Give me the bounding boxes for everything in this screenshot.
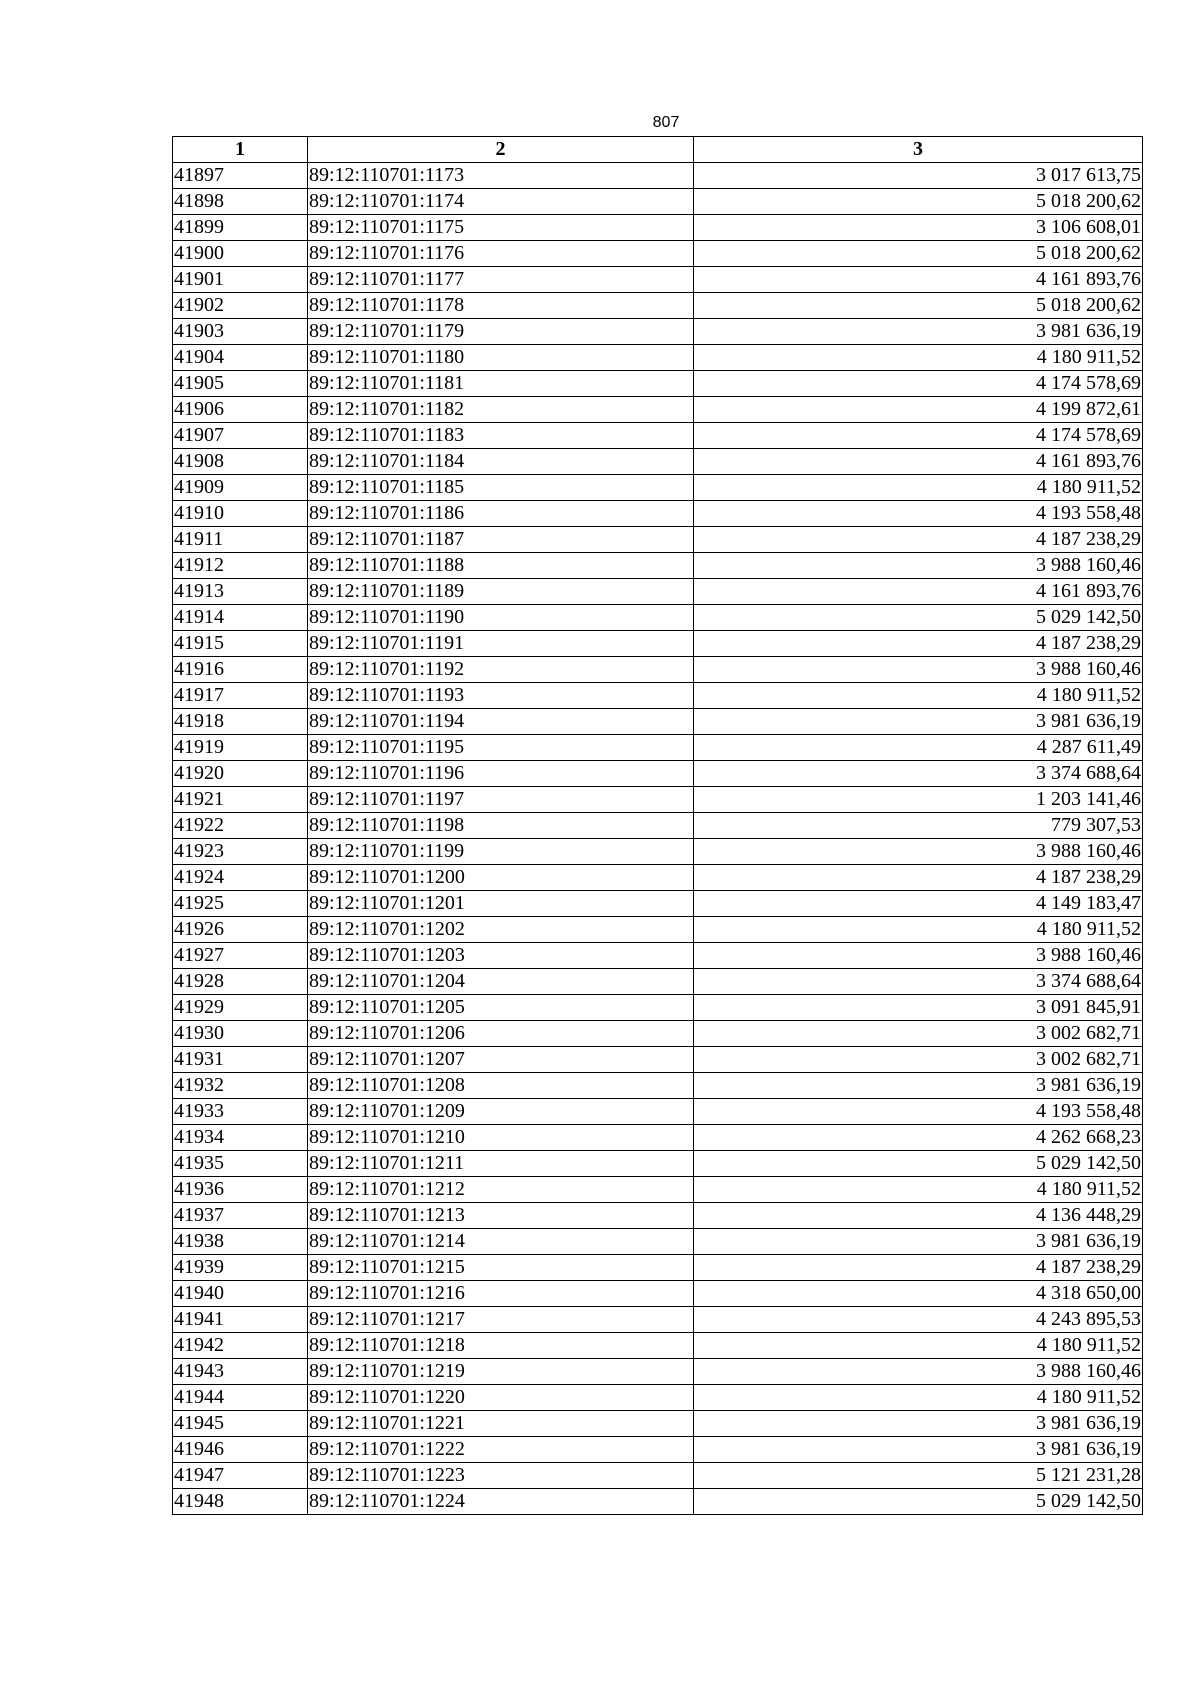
table-row — [173, 1411, 1143, 1437]
value-cell: 4 187 238,29 — [694, 631, 1143, 657]
cadastral-number-cell: 89:12:110701:1195 — [308, 735, 694, 761]
table-row — [173, 813, 1143, 839]
table-row — [173, 501, 1143, 527]
value-cell: 4 174 578,69 — [694, 371, 1143, 397]
table-row — [173, 839, 1143, 865]
cadastral-number-cell: 89:12:110701:1208 — [308, 1073, 694, 1099]
cadastral-number-cell: 89:12:110701:1187 — [308, 527, 694, 553]
table-row — [173, 267, 1143, 293]
row-number-cell: 41907 — [173, 423, 308, 449]
row-number-cell: 41927 — [173, 943, 308, 969]
value-cell: 3 017 613,75 — [694, 163, 1143, 189]
value-cell: 779 307,53 — [694, 813, 1143, 839]
row-number-cell: 41906 — [173, 397, 308, 423]
row-number-cell: 41913 — [173, 579, 308, 605]
cadastral-number-cell: 89:12:110701:1224 — [308, 1489, 694, 1515]
row-number-cell: 41899 — [173, 215, 308, 241]
row-number-cell: 41922 — [173, 813, 308, 839]
table-row — [173, 1125, 1143, 1151]
row-number-cell: 41916 — [173, 657, 308, 683]
row-number-cell: 41945 — [173, 1411, 308, 1437]
value-cell: 3 988 160,46 — [694, 943, 1143, 969]
row-number-cell: 41939 — [173, 1255, 308, 1281]
table-row — [173, 969, 1143, 995]
value-cell: 3 106 608,01 — [694, 215, 1143, 241]
cadastral-number-cell: 89:12:110701:1220 — [308, 1385, 694, 1411]
header-row — [173, 137, 1143, 163]
table-row — [173, 1021, 1143, 1047]
table-row — [173, 449, 1143, 475]
row-number-cell: 41911 — [173, 527, 308, 553]
row-number-cell: 41940 — [173, 1281, 308, 1307]
row-number-cell: 41928 — [173, 969, 308, 995]
row-number-cell: 41903 — [173, 319, 308, 345]
table-row — [173, 1281, 1143, 1307]
table-row — [173, 215, 1143, 241]
table-row — [173, 527, 1143, 553]
row-number-cell: 41947 — [173, 1463, 308, 1489]
cadastral-number-cell: 89:12:110701:1192 — [308, 657, 694, 683]
row-number-cell: 41932 — [173, 1073, 308, 1099]
value-cell: 4 180 911,52 — [694, 917, 1143, 943]
table-row — [173, 293, 1143, 319]
table-row — [173, 241, 1143, 267]
value-cell: 4 193 558,48 — [694, 1099, 1143, 1125]
value-cell: 4 262 668,23 — [694, 1125, 1143, 1151]
value-cell: 1 203 141,46 — [694, 787, 1143, 813]
value-cell: 4 161 893,76 — [694, 579, 1143, 605]
cadastral-number-cell: 89:12:110701:1174 — [308, 189, 694, 215]
table-header — [173, 137, 1143, 163]
value-cell: 4 243 895,53 — [694, 1307, 1143, 1333]
table-body — [173, 163, 1143, 1515]
table-row — [173, 631, 1143, 657]
row-number-cell: 41901 — [173, 267, 308, 293]
value-cell: 4 180 911,52 — [694, 345, 1143, 371]
table-row — [173, 1047, 1143, 1073]
row-number-cell: 41943 — [173, 1359, 308, 1385]
value-cell: 4 180 911,52 — [694, 475, 1143, 501]
cadastral-number-cell: 89:12:110701:1175 — [308, 215, 694, 241]
row-number-cell: 41934 — [173, 1125, 308, 1151]
value-cell: 3 988 160,46 — [694, 657, 1143, 683]
table-row — [173, 735, 1143, 761]
cadastral-number-cell: 89:12:110701:1206 — [308, 1021, 694, 1047]
table-row — [173, 1073, 1143, 1099]
cadastral-number-cell: 89:12:110701:1203 — [308, 943, 694, 969]
row-number-cell: 41942 — [173, 1333, 308, 1359]
row-number-cell: 41926 — [173, 917, 308, 943]
value-cell: 5 029 142,50 — [694, 605, 1143, 631]
row-number-cell: 41908 — [173, 449, 308, 475]
table-row — [173, 579, 1143, 605]
column-header-3: 3 — [694, 137, 1143, 163]
value-cell: 3 981 636,19 — [694, 1437, 1143, 1463]
row-number-cell: 41919 — [173, 735, 308, 761]
row-number-cell: 41938 — [173, 1229, 308, 1255]
value-cell: 3 981 636,19 — [694, 319, 1143, 345]
value-cell: 4 174 578,69 — [694, 423, 1143, 449]
row-number-cell: 41921 — [173, 787, 308, 813]
table-row — [173, 1489, 1143, 1515]
row-number-cell: 41915 — [173, 631, 308, 657]
table-row — [173, 423, 1143, 449]
cadastral-number-cell: 89:12:110701:1178 — [308, 293, 694, 319]
table-row — [173, 1177, 1143, 1203]
cadastral-number-cell: 89:12:110701:1219 — [308, 1359, 694, 1385]
row-number-cell: 41898 — [173, 189, 308, 215]
table-row — [173, 553, 1143, 579]
row-number-cell: 41920 — [173, 761, 308, 787]
row-number-cell: 41910 — [173, 501, 308, 527]
row-number-cell: 41923 — [173, 839, 308, 865]
cadastral-number-cell: 89:12:110701:1214 — [308, 1229, 694, 1255]
row-number-cell: 41909 — [173, 475, 308, 501]
row-number-cell: 41948 — [173, 1489, 308, 1515]
row-number-cell: 41929 — [173, 995, 308, 1021]
cadastral-number-cell: 89:12:110701:1218 — [308, 1333, 694, 1359]
value-cell: 4 187 238,29 — [694, 1255, 1143, 1281]
value-cell: 4 199 872,61 — [694, 397, 1143, 423]
cadastral-number-cell: 89:12:110701:1197 — [308, 787, 694, 813]
table-row — [173, 891, 1143, 917]
value-cell: 3 002 682,71 — [694, 1021, 1143, 1047]
cadastral-number-cell: 89:12:110701:1199 — [308, 839, 694, 865]
value-cell: 3 002 682,71 — [694, 1047, 1143, 1073]
table-row — [173, 1333, 1143, 1359]
cadastral-number-cell: 89:12:110701:1183 — [308, 423, 694, 449]
cadastral-number-cell: 89:12:110701:1182 — [308, 397, 694, 423]
cadastral-number-cell: 89:12:110701:1222 — [308, 1437, 694, 1463]
table-row — [173, 761, 1143, 787]
value-cell: 3 374 688,64 — [694, 969, 1143, 995]
value-cell: 4 149 183,47 — [694, 891, 1143, 917]
value-cell: 5 029 142,50 — [694, 1489, 1143, 1515]
column-header-1: 1 — [173, 137, 308, 163]
table-row — [173, 1463, 1143, 1489]
value-cell: 4 161 893,76 — [694, 267, 1143, 293]
value-cell: 3 981 636,19 — [694, 1229, 1143, 1255]
table-row — [173, 943, 1143, 969]
row-number-cell: 41912 — [173, 553, 308, 579]
cadastral-number-cell: 89:12:110701:1207 — [308, 1047, 694, 1073]
value-cell: 4 318 650,00 — [694, 1281, 1143, 1307]
row-number-cell: 41936 — [173, 1177, 308, 1203]
value-cell: 5 121 231,28 — [694, 1463, 1143, 1489]
row-number-cell: 41897 — [173, 163, 308, 189]
cadastral-number-cell: 89:12:110701:1209 — [308, 1099, 694, 1125]
table-row — [173, 1385, 1143, 1411]
value-cell: 3 091 845,91 — [694, 995, 1143, 1021]
value-cell: 3 988 160,46 — [694, 1359, 1143, 1385]
value-cell: 5 018 200,62 — [694, 189, 1143, 215]
value-cell: 4 180 911,52 — [694, 1177, 1143, 1203]
cadastral-number-cell: 89:12:110701:1217 — [308, 1307, 694, 1333]
cadastral-number-cell: 89:12:110701:1223 — [308, 1463, 694, 1489]
cadastral-number-cell: 89:12:110701:1188 — [308, 553, 694, 579]
cadastral-number-cell: 89:12:110701:1185 — [308, 475, 694, 501]
value-cell: 5 018 200,62 — [694, 293, 1143, 319]
cadastral-number-cell: 89:12:110701:1216 — [308, 1281, 694, 1307]
row-number-cell: 41904 — [173, 345, 308, 371]
row-number-cell: 41905 — [173, 371, 308, 397]
table-row — [173, 1437, 1143, 1463]
cadastral-number-cell: 89:12:110701:1186 — [308, 501, 694, 527]
cadastral-number-cell: 89:12:110701:1200 — [308, 865, 694, 891]
table-row — [173, 865, 1143, 891]
value-cell: 3 374 688,64 — [694, 761, 1143, 787]
row-number-cell: 41917 — [173, 683, 308, 709]
table-row — [173, 1099, 1143, 1125]
row-number-cell: 41918 — [173, 709, 308, 735]
row-number-cell: 41900 — [173, 241, 308, 267]
table-row — [173, 787, 1143, 813]
cadastral-number-cell: 89:12:110701:1184 — [308, 449, 694, 475]
cadastral-number-cell: 89:12:110701:1205 — [308, 995, 694, 1021]
row-number-cell: 41924 — [173, 865, 308, 891]
table-row — [173, 1359, 1143, 1385]
table-row — [173, 371, 1143, 397]
value-cell: 4 193 558,48 — [694, 501, 1143, 527]
data-table — [172, 136, 1143, 1515]
cadastral-number-cell: 89:12:110701:1198 — [308, 813, 694, 839]
table-row — [173, 397, 1143, 423]
value-cell: 3 981 636,19 — [694, 1411, 1143, 1437]
value-cell: 4 180 911,52 — [694, 1385, 1143, 1411]
value-cell: 5 018 200,62 — [694, 241, 1143, 267]
cadastral-number-cell: 89:12:110701:1204 — [308, 969, 694, 995]
table-row — [173, 345, 1143, 371]
cadastral-number-cell: 89:12:110701:1193 — [308, 683, 694, 709]
table-row — [173, 917, 1143, 943]
table-row — [173, 709, 1143, 735]
data-table-container — [172, 136, 1142, 1515]
value-cell: 5 029 142,50 — [694, 1151, 1143, 1177]
value-cell: 4 136 448,29 — [694, 1203, 1143, 1229]
cadastral-number-cell: 89:12:110701:1211 — [308, 1151, 694, 1177]
table-row — [173, 1229, 1143, 1255]
cadastral-number-cell: 89:12:110701:1221 — [308, 1411, 694, 1437]
table-row — [173, 1307, 1143, 1333]
cadastral-number-cell: 89:12:110701:1212 — [308, 1177, 694, 1203]
value-cell: 3 981 636,19 — [694, 1073, 1143, 1099]
row-number-cell: 41941 — [173, 1307, 308, 1333]
cadastral-number-cell: 89:12:110701:1194 — [308, 709, 694, 735]
cadastral-number-cell: 89:12:110701:1213 — [308, 1203, 694, 1229]
table-row — [173, 163, 1143, 189]
row-number-cell: 41944 — [173, 1385, 308, 1411]
value-cell: 3 988 160,46 — [694, 839, 1143, 865]
row-number-cell: 41931 — [173, 1047, 308, 1073]
value-cell: 4 161 893,76 — [694, 449, 1143, 475]
row-number-cell: 41937 — [173, 1203, 308, 1229]
table-row — [173, 995, 1143, 1021]
row-number-cell: 41946 — [173, 1437, 308, 1463]
column-header-2: 2 — [308, 137, 694, 163]
table-row — [173, 683, 1143, 709]
row-number-cell: 41930 — [173, 1021, 308, 1047]
cadastral-number-cell: 89:12:110701:1173 — [308, 163, 694, 189]
row-number-cell: 41914 — [173, 605, 308, 631]
value-cell: 4 187 238,29 — [694, 527, 1143, 553]
cadastral-number-cell: 89:12:110701:1179 — [308, 319, 694, 345]
page-number: 807 — [652, 114, 680, 131]
value-cell: 3 988 160,46 — [694, 553, 1143, 579]
cadastral-number-cell: 89:12:110701:1215 — [308, 1255, 694, 1281]
table-row — [173, 605, 1143, 631]
cadastral-number-cell: 89:12:110701:1190 — [308, 605, 694, 631]
table-row — [173, 475, 1143, 501]
cadastral-number-cell: 89:12:110701:1201 — [308, 891, 694, 917]
row-number-cell: 41933 — [173, 1099, 308, 1125]
cadastral-number-cell: 89:12:110701:1177 — [308, 267, 694, 293]
row-number-cell: 41935 — [173, 1151, 308, 1177]
cadastral-number-cell: 89:12:110701:1189 — [308, 579, 694, 605]
value-cell: 4 287 611,49 — [694, 735, 1143, 761]
cadastral-number-cell: 89:12:110701:1210 — [308, 1125, 694, 1151]
value-cell: 4 180 911,52 — [694, 1333, 1143, 1359]
row-number-cell: 41902 — [173, 293, 308, 319]
value-cell: 4 180 911,52 — [694, 683, 1143, 709]
cadastral-number-cell: 89:12:110701:1202 — [308, 917, 694, 943]
table-row — [173, 319, 1143, 345]
value-cell: 3 981 636,19 — [694, 709, 1143, 735]
cadastral-number-cell: 89:12:110701:1180 — [308, 345, 694, 371]
row-number-cell: 41925 — [173, 891, 308, 917]
cadastral-number-cell: 89:12:110701:1181 — [308, 371, 694, 397]
cadastral-number-cell: 89:12:110701:1196 — [308, 761, 694, 787]
value-cell: 4 187 238,29 — [694, 865, 1143, 891]
cadastral-number-cell: 89:12:110701:1176 — [308, 241, 694, 267]
table-row — [173, 1151, 1143, 1177]
table-row — [173, 657, 1143, 683]
table-row — [173, 189, 1143, 215]
cadastral-number-cell: 89:12:110701:1191 — [308, 631, 694, 657]
table-row — [173, 1255, 1143, 1281]
table-row — [173, 1203, 1143, 1229]
